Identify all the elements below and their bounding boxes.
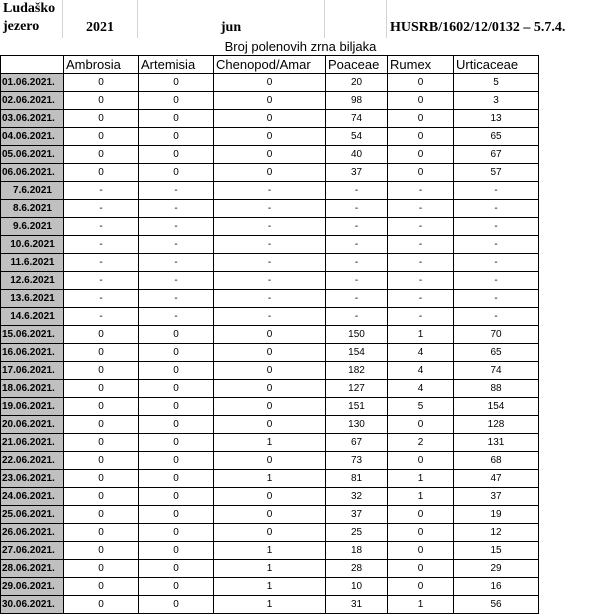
table-row xyxy=(1,578,539,596)
value-cell[interactable]: 81 xyxy=(326,470,388,488)
value-cell[interactable]: 128 xyxy=(454,416,539,434)
value-cell[interactable]: - xyxy=(64,308,139,326)
table-row xyxy=(1,362,539,380)
value-cell[interactable]: 0 xyxy=(139,74,214,92)
value-cell[interactable]: 0 xyxy=(64,524,139,542)
value-cell[interactable]: - xyxy=(454,200,539,218)
value-cell[interactable]: - xyxy=(139,290,214,308)
value-cell[interactable]: 0 xyxy=(214,380,326,398)
value-cell[interactable]: 0 xyxy=(139,488,214,506)
column-header: Artemisia xyxy=(139,56,214,74)
value-cell[interactable]: 150 xyxy=(326,326,388,344)
value-cell[interactable]: - xyxy=(454,236,539,254)
value-cell[interactable]: - xyxy=(454,218,539,236)
value-cell[interactable]: - xyxy=(214,200,326,218)
value-cell[interactable]: 1 xyxy=(214,470,326,488)
value-cell[interactable]: 0 xyxy=(214,362,326,380)
value-cell[interactable]: 0 xyxy=(64,560,139,578)
value-cell[interactable]: 1 xyxy=(214,596,326,614)
value-cell[interactable]: 73 xyxy=(326,452,388,470)
value-cell[interactable]: - xyxy=(454,182,539,200)
value-cell[interactable]: 4 xyxy=(388,344,454,362)
value-cell[interactable]: 0 xyxy=(139,524,214,542)
value-cell[interactable]: 0 xyxy=(214,74,326,92)
value-cell[interactable]: - xyxy=(326,236,388,254)
value-cell[interactable]: - xyxy=(139,308,214,326)
table-row xyxy=(1,272,539,290)
table-row xyxy=(1,506,539,524)
value-cell[interactable]: - xyxy=(64,290,139,308)
value-cell[interactable]: 5 xyxy=(454,74,539,92)
value-cell[interactable]: 18 xyxy=(326,542,388,560)
date-cell[interactable]: 10.6.2021 xyxy=(1,236,64,254)
date-cell[interactable]: 03.06.2021. xyxy=(1,110,64,128)
table-row xyxy=(1,146,539,164)
value-cell[interactable]: 0 xyxy=(64,128,139,146)
table-body xyxy=(1,74,539,614)
value-cell[interactable]: - xyxy=(64,182,139,200)
column-header: Rumex xyxy=(388,56,454,74)
value-cell[interactable]: 37 xyxy=(326,164,388,182)
table-row xyxy=(1,434,539,452)
value-cell[interactable]: 0 xyxy=(139,596,214,614)
value-cell[interactable]: - xyxy=(454,308,539,326)
value-cell[interactable]: 0 xyxy=(214,326,326,344)
value-cell[interactable]: - xyxy=(139,218,214,236)
value-cell[interactable]: - xyxy=(326,254,388,272)
value-cell[interactable]: 0 xyxy=(64,110,139,128)
value-cell[interactable]: - xyxy=(64,200,139,218)
table-row xyxy=(1,380,539,398)
value-cell[interactable]: 0 xyxy=(139,326,214,344)
value-cell[interactable]: - xyxy=(388,254,454,272)
location-line-2: jezero xyxy=(3,19,40,34)
table-row xyxy=(1,218,539,236)
value-cell[interactable]: 0 xyxy=(214,416,326,434)
table-row xyxy=(1,596,539,614)
date-cell[interactable]: 06.06.2021. xyxy=(1,164,64,182)
table-row xyxy=(1,398,539,416)
value-cell[interactable]: - xyxy=(326,182,388,200)
project-code-header: HUSRB/1602/12/0132 – 5.7.4. xyxy=(390,20,566,35)
value-cell[interactable]: 0 xyxy=(214,146,326,164)
table-row xyxy=(1,524,539,542)
value-cell[interactable]: 0 xyxy=(64,542,139,560)
value-cell[interactable]: 0 xyxy=(388,146,454,164)
date-cell[interactable]: 12.6.2021 xyxy=(1,272,64,290)
value-cell[interactable]: 54 xyxy=(326,128,388,146)
value-cell[interactable]: 0 xyxy=(64,164,139,182)
value-cell[interactable]: 0 xyxy=(64,506,139,524)
value-cell[interactable]: 0 xyxy=(139,380,214,398)
value-cell[interactable]: 29 xyxy=(454,560,539,578)
value-cell[interactable]: 74 xyxy=(326,110,388,128)
value-cell[interactable]: 130 xyxy=(326,416,388,434)
value-cell[interactable]: - xyxy=(454,290,539,308)
location-line-1: Ludaško xyxy=(3,1,56,16)
table-subtitle: Broj polenovih zrna biljaka xyxy=(224,39,377,54)
value-cell[interactable]: 0 xyxy=(388,92,454,110)
date-cell[interactable]: 18.06.2021. xyxy=(1,380,64,398)
value-cell[interactable]: 0 xyxy=(214,92,326,110)
table-row xyxy=(1,488,539,506)
value-cell[interactable]: 65 xyxy=(454,344,539,362)
value-cell[interactable]: 0 xyxy=(214,344,326,362)
value-cell[interactable]: 0 xyxy=(139,452,214,470)
value-cell[interactable]: 67 xyxy=(454,146,539,164)
value-cell[interactable]: - xyxy=(64,236,139,254)
value-cell[interactable]: 0 xyxy=(64,344,139,362)
table-row xyxy=(1,290,539,308)
value-cell[interactable]: 2 xyxy=(388,434,454,452)
value-cell[interactable]: 1 xyxy=(388,326,454,344)
value-cell[interactable]: 154 xyxy=(454,398,539,416)
value-cell[interactable]: 0 xyxy=(64,578,139,596)
date-cell[interactable]: 22.06.2021. xyxy=(1,452,64,470)
value-cell[interactable]: 0 xyxy=(139,542,214,560)
value-cell[interactable]: 0 xyxy=(214,488,326,506)
value-cell[interactable]: - xyxy=(139,200,214,218)
value-cell[interactable]: - xyxy=(388,182,454,200)
date-cell[interactable]: 14.6.2021 xyxy=(1,308,64,326)
table-row xyxy=(1,308,539,326)
value-cell[interactable]: - xyxy=(139,272,214,290)
value-cell[interactable]: - xyxy=(388,236,454,254)
value-cell[interactable]: 0 xyxy=(388,164,454,182)
value-cell[interactable]: 70 xyxy=(454,326,539,344)
date-cell[interactable]: 7.6.2021 xyxy=(1,182,64,200)
value-cell[interactable]: 0 xyxy=(139,164,214,182)
date-cell[interactable]: 02.06.2021. xyxy=(1,92,64,110)
value-cell[interactable]: 151 xyxy=(326,398,388,416)
table-row xyxy=(1,74,539,92)
value-cell[interactable]: 0 xyxy=(388,542,454,560)
value-cell[interactable]: 0 xyxy=(388,74,454,92)
table-row xyxy=(1,560,539,578)
value-cell[interactable]: 0 xyxy=(64,596,139,614)
value-cell[interactable]: 0 xyxy=(64,326,139,344)
value-cell[interactable]: 0 xyxy=(64,362,139,380)
date-cell[interactable]: 15.06.2021. xyxy=(1,326,64,344)
value-cell[interactable]: 68 xyxy=(454,452,539,470)
column-header-row xyxy=(1,56,539,74)
value-cell[interactable]: 0 xyxy=(388,128,454,146)
value-cell[interactable]: - xyxy=(388,308,454,326)
date-cell[interactable]: 9.6.2021 xyxy=(1,218,64,236)
value-cell[interactable]: 1 xyxy=(214,578,326,596)
value-cell[interactable]: 5 xyxy=(388,398,454,416)
value-cell[interactable]: - xyxy=(388,218,454,236)
date-cell[interactable]: 04.06.2021. xyxy=(1,128,64,146)
value-cell[interactable]: - xyxy=(388,290,454,308)
value-cell[interactable]: 0 xyxy=(64,398,139,416)
column-header xyxy=(1,56,64,74)
value-cell[interactable]: 3 xyxy=(454,92,539,110)
value-cell[interactable]: 0 xyxy=(64,416,139,434)
value-cell[interactable]: 28 xyxy=(326,560,388,578)
value-cell[interactable]: - xyxy=(139,236,214,254)
value-cell[interactable]: 37 xyxy=(326,506,388,524)
date-cell[interactable]: 20.06.2021. xyxy=(1,416,64,434)
value-cell[interactable]: 13 xyxy=(454,110,539,128)
value-cell[interactable]: 0 xyxy=(139,146,214,164)
value-cell[interactable]: 182 xyxy=(326,362,388,380)
date-cell[interactable]: 13.6.2021 xyxy=(1,290,64,308)
value-cell[interactable]: 0 xyxy=(214,452,326,470)
date-cell[interactable]: 16.06.2021. xyxy=(1,344,64,362)
column-header: Urticaceae xyxy=(454,56,539,74)
value-cell[interactable]: 0 xyxy=(388,416,454,434)
value-cell[interactable]: 0 xyxy=(214,164,326,182)
value-cell[interactable]: 0 xyxy=(139,560,214,578)
blank-header-cell xyxy=(325,0,387,38)
value-cell[interactable]: 98 xyxy=(326,92,388,110)
value-cell[interactable]: 1 xyxy=(214,434,326,452)
value-cell[interactable]: 0 xyxy=(139,110,214,128)
value-cell[interactable]: - xyxy=(454,272,539,290)
value-cell[interactable]: - xyxy=(388,272,454,290)
table-row xyxy=(1,182,539,200)
value-cell[interactable]: 25 xyxy=(326,524,388,542)
table-row xyxy=(1,542,539,560)
value-cell[interactable]: - xyxy=(214,182,326,200)
pollen-table xyxy=(0,55,539,614)
value-cell[interactable]: - xyxy=(214,272,326,290)
location-header xyxy=(0,0,63,38)
value-cell[interactable]: 0 xyxy=(139,362,214,380)
date-cell[interactable]: 17.06.2021. xyxy=(1,362,64,380)
value-cell[interactable]: 0 xyxy=(214,506,326,524)
value-cell[interactable]: 56 xyxy=(454,596,539,614)
value-cell[interactable]: - xyxy=(214,218,326,236)
value-cell[interactable]: 12 xyxy=(454,524,539,542)
value-cell[interactable]: 15 xyxy=(454,542,539,560)
value-cell[interactable]: 0 xyxy=(214,398,326,416)
date-cell[interactable]: 01.06.2021. xyxy=(1,74,64,92)
value-cell[interactable]: 0 xyxy=(139,470,214,488)
value-cell[interactable]: 0 xyxy=(214,128,326,146)
table-row xyxy=(1,164,539,182)
value-cell[interactable]: 0 xyxy=(64,92,139,110)
table-row xyxy=(1,452,539,470)
table-row xyxy=(1,254,539,272)
value-cell[interactable]: 0 xyxy=(139,92,214,110)
value-cell[interactable]: 0 xyxy=(64,74,139,92)
value-cell[interactable]: 4 xyxy=(388,362,454,380)
value-cell[interactable]: - xyxy=(64,272,139,290)
value-cell[interactable]: 1 xyxy=(388,596,454,614)
value-cell[interactable]: 0 xyxy=(64,434,139,452)
value-cell[interactable]: 65 xyxy=(454,128,539,146)
table-row xyxy=(1,326,539,344)
date-cell[interactable]: 21.06.2021. xyxy=(1,434,64,452)
value-cell[interactable]: 20 xyxy=(326,74,388,92)
value-cell[interactable]: 0 xyxy=(214,524,326,542)
table-row xyxy=(1,236,539,254)
value-cell[interactable]: 0 xyxy=(388,110,454,128)
column-header: Chenopod/Amar xyxy=(214,56,326,74)
value-cell[interactable]: 0 xyxy=(139,434,214,452)
table-row xyxy=(1,416,539,434)
date-cell[interactable]: 24.06.2021. xyxy=(1,488,64,506)
table-row xyxy=(1,200,539,218)
date-cell[interactable]: 05.06.2021. xyxy=(1,146,64,164)
table-row xyxy=(1,128,539,146)
value-cell[interactable]: - xyxy=(388,200,454,218)
value-cell[interactable]: - xyxy=(214,290,326,308)
value-cell[interactable]: 1 xyxy=(388,488,454,506)
value-cell[interactable]: 67 xyxy=(326,434,388,452)
value-cell[interactable]: 0 xyxy=(388,452,454,470)
value-cell[interactable]: 16 xyxy=(454,578,539,596)
value-cell[interactable]: 1 xyxy=(214,542,326,560)
date-cell[interactable]: 28.06.2021. xyxy=(1,560,64,578)
value-cell[interactable]: 1 xyxy=(214,560,326,578)
value-cell[interactable]: 0 xyxy=(388,560,454,578)
value-cell[interactable]: 37 xyxy=(454,488,539,506)
value-cell[interactable]: - xyxy=(214,236,326,254)
value-cell[interactable]: 32 xyxy=(326,488,388,506)
value-cell[interactable]: - xyxy=(139,182,214,200)
value-cell[interactable]: - xyxy=(326,200,388,218)
value-cell[interactable]: 0 xyxy=(388,524,454,542)
value-cell[interactable]: 0 xyxy=(139,128,214,146)
value-cell[interactable]: 131 xyxy=(454,434,539,452)
value-cell[interactable]: 19 xyxy=(454,506,539,524)
date-cell[interactable]: 29.06.2021. xyxy=(1,578,64,596)
value-cell[interactable]: 1 xyxy=(388,470,454,488)
column-header: Poaceae xyxy=(326,56,388,74)
value-cell[interactable]: - xyxy=(326,290,388,308)
value-cell[interactable]: - xyxy=(326,272,388,290)
value-cell[interactable]: 0 xyxy=(214,110,326,128)
value-cell[interactable]: 0 xyxy=(64,470,139,488)
value-cell[interactable]: 31 xyxy=(326,596,388,614)
month-header: jun xyxy=(138,0,325,38)
value-cell[interactable]: - xyxy=(326,308,388,326)
value-cell[interactable]: - xyxy=(214,308,326,326)
date-cell[interactable]: 23.06.2021. xyxy=(1,470,64,488)
value-cell[interactable]: 4 xyxy=(388,380,454,398)
value-cell[interactable]: 0 xyxy=(64,146,139,164)
value-cell[interactable]: 0 xyxy=(64,452,139,470)
value-cell[interactable]: 0 xyxy=(139,416,214,434)
value-cell[interactable]: 57 xyxy=(454,164,539,182)
value-cell[interactable]: 47 xyxy=(454,470,539,488)
date-cell[interactable]: 8.6.2021 xyxy=(1,200,64,218)
value-cell[interactable]: 0 xyxy=(139,578,214,596)
value-cell[interactable]: 0 xyxy=(388,506,454,524)
value-cell[interactable]: 0 xyxy=(64,488,139,506)
date-cell[interactable]: 30.06.2021. xyxy=(1,596,64,614)
value-cell[interactable]: 40 xyxy=(326,146,388,164)
value-cell[interactable]: 10 xyxy=(326,578,388,596)
date-cell[interactable]: 26.06.2021. xyxy=(1,524,64,542)
table-row xyxy=(1,92,539,110)
value-cell[interactable]: - xyxy=(139,254,214,272)
value-cell[interactable]: 74 xyxy=(454,362,539,380)
value-cell[interactable]: 127 xyxy=(326,380,388,398)
table-row xyxy=(1,344,539,362)
value-cell[interactable]: - xyxy=(64,254,139,272)
value-cell[interactable]: 0 xyxy=(139,398,214,416)
value-cell[interactable]: 0 xyxy=(64,380,139,398)
value-cell[interactable]: 0 xyxy=(388,578,454,596)
column-header: Ambrosia xyxy=(64,56,139,74)
value-cell[interactable]: 154 xyxy=(326,344,388,362)
value-cell[interactable]: 0 xyxy=(139,506,214,524)
date-cell[interactable]: 25.06.2021. xyxy=(1,506,64,524)
table-row xyxy=(1,470,539,488)
value-cell[interactable]: - xyxy=(64,218,139,236)
date-cell[interactable]: 11.6.2021 xyxy=(1,254,64,272)
value-cell[interactable]: 0 xyxy=(139,344,214,362)
year-header: 2021 xyxy=(63,0,138,38)
date-cell[interactable]: 19.06.2021. xyxy=(1,398,64,416)
value-cell[interactable]: - xyxy=(454,254,539,272)
value-cell[interactable]: - xyxy=(326,218,388,236)
value-cell[interactable]: - xyxy=(214,254,326,272)
value-cell[interactable]: 88 xyxy=(454,380,539,398)
date-cell[interactable]: 27.06.2021. xyxy=(1,542,64,560)
table-row xyxy=(1,110,539,128)
